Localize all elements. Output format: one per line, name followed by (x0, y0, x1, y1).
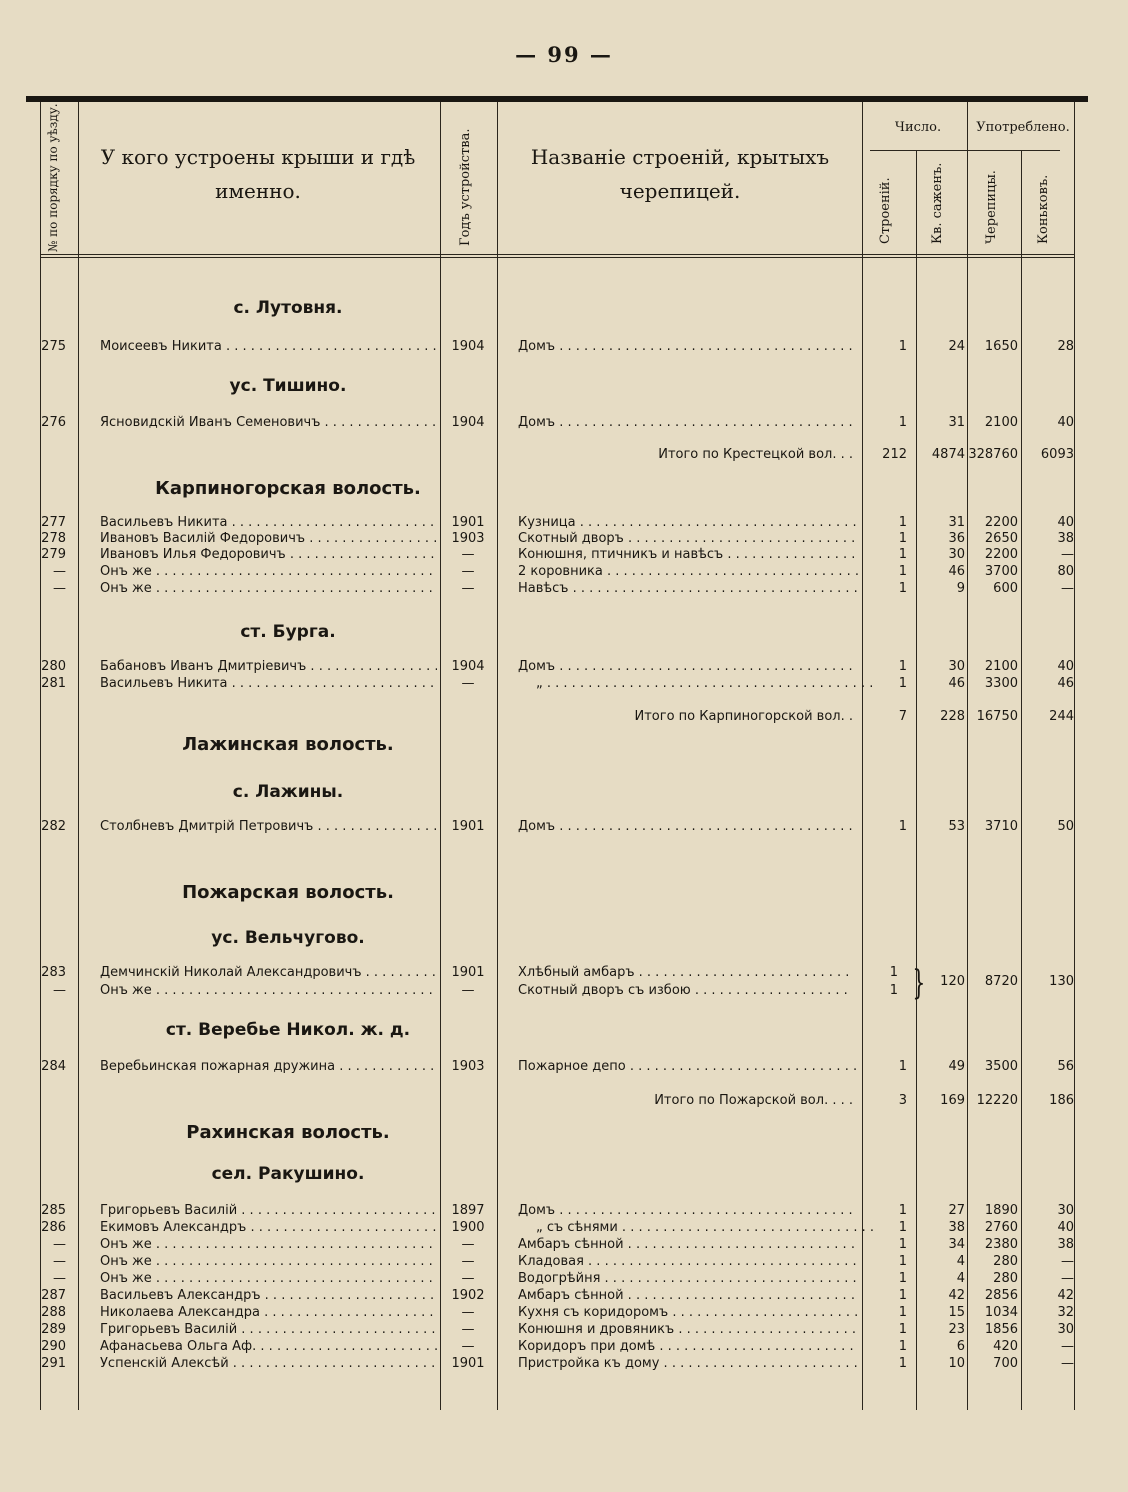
row-number: 286 (41, 1220, 66, 1235)
row-number: 290 (41, 1339, 66, 1354)
header-bottom-rule (40, 257, 1075, 258)
tiles: 420 (993, 1339, 1018, 1354)
total-count: 3 (898, 1093, 907, 1108)
section-title: с. Лутовня. (233, 298, 343, 318)
year: 1902 (451, 1288, 485, 1303)
year: 1903 (451, 531, 485, 546)
ridges: — (1061, 1271, 1074, 1286)
table-row (40, 1219, 1080, 1237)
section-title: ст. Веребье Никол. ж. д. (165, 1020, 411, 1040)
owner-name: Бабановъ Иванъ Дмитріевичъ . . . (100, 658, 437, 676)
table-row (40, 546, 1080, 564)
ridges: 50 (1057, 819, 1074, 834)
total-label: Итого по Карпиногорской вол. . (634, 709, 853, 724)
tiles: 1856 (984, 1322, 1018, 1337)
section-title: Пожарская волость. (182, 882, 394, 903)
tiles: 2200 (984, 547, 1018, 562)
column-header-buildings: Строеній. (878, 177, 893, 244)
table-row (40, 1236, 1080, 1254)
year: 1900 (451, 1220, 485, 1235)
tiles: 2100 (984, 415, 1018, 430)
ridges: 40 (1057, 659, 1074, 674)
section-title: Карпиногорская волость. (155, 478, 421, 499)
year: 1903 (451, 1059, 485, 1074)
row-number: 287 (41, 1288, 66, 1303)
header-subrule (870, 150, 1060, 151)
tiles: 3700 (984, 564, 1018, 579)
total-ridges: 6093 (1040, 447, 1074, 462)
area: 30 (948, 547, 965, 562)
column-header-building: Названіе строеній, крытыхъ черепицей. (530, 145, 830, 203)
ridges: 30 (1057, 1203, 1074, 1218)
column-header-number: № по порядку по уѣзду. (46, 103, 60, 252)
row-number: 280 (41, 659, 66, 674)
owner-name: Веребьинская пожарная дружина . . . (100, 1058, 437, 1076)
ridges: 30 (1057, 1322, 1074, 1337)
year: 1901 (451, 515, 485, 530)
total-area: 169 (940, 1093, 965, 1108)
building-count: 1 (898, 1356, 907, 1371)
total-label: Итого по Пожарской вол. . . . (654, 1093, 853, 1108)
owner-name: Демчинскій Николай Александровичъ . . . (100, 964, 437, 982)
row-number: 291 (41, 1356, 66, 1371)
ridges: — (1061, 1254, 1074, 1269)
ridges: 38 (1057, 1237, 1074, 1252)
header-bottom-rule (40, 254, 1075, 255)
section-title: ус. Вельчугово. (211, 928, 365, 948)
owner-name: Григорьевъ Василій . . . (100, 1321, 437, 1339)
total-tiles: 16750 (976, 709, 1018, 724)
year: — (461, 676, 475, 691)
year: — (461, 1339, 475, 1354)
total-ridges: 186 (1049, 1093, 1074, 1108)
table-row (40, 1304, 1080, 1322)
row-number: 288 (41, 1305, 66, 1320)
building-name: Пожарное депо . . . (518, 1058, 858, 1076)
column-header-tiles: Черепицы. (984, 170, 999, 244)
building-name: Домъ . . . (518, 818, 858, 836)
tiles: 2856 (984, 1288, 1018, 1303)
tiles: 700 (993, 1356, 1018, 1371)
table-row (40, 1202, 1080, 1220)
tiles: 2100 (984, 659, 1018, 674)
area: 34 (948, 1237, 965, 1252)
year: — (461, 983, 475, 998)
building-count: 1 (898, 1322, 907, 1337)
section-title: сел. Ракушино. (211, 1164, 365, 1184)
total-tiles: 328760 (968, 447, 1018, 462)
table-row (40, 1287, 1080, 1305)
building-count: 1 (898, 1271, 907, 1286)
owner-name: Николаева Александра . . . (100, 1304, 437, 1322)
section-title: Рахинская волость. (186, 1122, 390, 1143)
row-number: 285 (41, 1203, 66, 1218)
total-row (40, 446, 1080, 464)
row-number: 284 (41, 1059, 66, 1074)
area: 46 (948, 564, 965, 579)
area: 46 (948, 676, 965, 691)
total-tiles: 12220 (976, 1093, 1018, 1108)
building-count: 1 (889, 983, 898, 998)
area: 23 (948, 1322, 965, 1337)
table-row (40, 563, 1080, 581)
building-name: Домъ . . . (518, 658, 858, 676)
owner-name: Онъ же . . . (100, 1270, 437, 1288)
ridges: 38 (1057, 531, 1074, 546)
building-name: „ съ сѣнями . . . (518, 1219, 876, 1237)
building-count: 1 (898, 415, 907, 430)
total-area: 228 (940, 709, 965, 724)
column-header-area: Кв. саженъ. (930, 162, 945, 244)
ridges: 40 (1057, 515, 1074, 530)
building-name: Домъ . . . (518, 1202, 858, 1220)
ridges: 40 (1057, 415, 1074, 430)
tiles: 2200 (984, 515, 1018, 530)
tiles: 2380 (984, 1237, 1018, 1252)
row-number: 277 (41, 515, 66, 530)
row-number: 278 (41, 531, 66, 546)
owner-name: Моисеевъ Никита . . . (100, 338, 437, 356)
ridges: 28 (1057, 339, 1074, 354)
owner-name: Онъ же . . . (100, 1253, 437, 1271)
ridges: 42 (1057, 1288, 1074, 1303)
row-number: 281 (41, 676, 66, 691)
owner-name: Успенскій Алексѣй . . . (100, 1355, 437, 1373)
area: 36 (948, 531, 965, 546)
section-title: с. Лажины. (232, 782, 344, 802)
owner-name: Онъ же . . . (100, 1236, 437, 1254)
area: 53 (948, 819, 965, 834)
total-row (40, 1092, 1080, 1110)
year: — (461, 1237, 475, 1252)
area: 24 (948, 339, 965, 354)
owner-name: Афанасьева Ольга Аф. . . . (100, 1338, 437, 1356)
area: 31 (948, 415, 965, 430)
ridges: — (1061, 1339, 1074, 1354)
tiles: 600 (993, 581, 1018, 596)
building-name: Кладовая . . . (518, 1253, 858, 1271)
building-count: 1 (898, 1237, 907, 1252)
total-ridges: 244 (1049, 709, 1074, 724)
building-count: 1 (898, 515, 907, 530)
table-row (40, 1058, 1080, 1076)
building-name: Домъ . . . (518, 338, 858, 356)
table-row (40, 338, 1080, 356)
column-header-ridges: Коньковъ. (1036, 174, 1051, 244)
tiles: 280 (993, 1271, 1018, 1286)
row-number: 282 (41, 819, 66, 834)
area: 4 (956, 1254, 965, 1269)
area: 4 (956, 1271, 965, 1286)
top-rule (26, 96, 1088, 102)
ridges: 32 (1057, 1305, 1074, 1320)
area: 42 (948, 1288, 965, 1303)
page-number: — 99 — (515, 42, 613, 67)
year: — (461, 581, 475, 596)
owner-name: Екимовъ Александръ . . . (100, 1219, 437, 1237)
tiles: 3300 (984, 676, 1018, 691)
owner-name: Столбневъ Дмитрій Петровичъ . . . (100, 818, 437, 836)
section-title: ст. Бурга. (240, 622, 336, 642)
building-count: 1 (898, 1059, 907, 1074)
building-name: 2 коровника . . . (518, 563, 858, 581)
building-count: 1 (898, 581, 907, 596)
building-name: Амбаръ сѣнной . . . (518, 1236, 858, 1254)
building-name: Конюшня, птичникъ и навѣсъ . . . (518, 546, 858, 564)
owner-name: Ясновидскій Иванъ Семеновичъ . . . (100, 414, 437, 432)
table-row (40, 1270, 1080, 1288)
ridges: 80 (1057, 564, 1074, 579)
building-name: Хлѣбный амбаръ . . . (518, 964, 848, 982)
row-number: — (53, 1237, 66, 1252)
area: 15 (948, 1305, 965, 1320)
total-label: Итого по Крестецкой вол. . . (658, 447, 853, 462)
row-number: 279 (41, 547, 66, 562)
year: — (461, 1271, 475, 1286)
building-name: Кухня съ коридоромъ . . . (518, 1304, 858, 1322)
tiles: 1650 (984, 339, 1018, 354)
building-count: 1 (898, 1254, 907, 1269)
area: 31 (948, 515, 965, 530)
owner-name: Васильевъ Никита . . . (100, 514, 437, 532)
row-number: 289 (41, 1322, 66, 1337)
area: 38 (948, 1220, 965, 1235)
building-name: „ . . . (518, 675, 876, 693)
row-number: — (53, 564, 66, 579)
table-row (40, 1355, 1080, 1373)
year: — (461, 564, 475, 579)
owner-name: Онъ же . . . (100, 982, 437, 1000)
row-number: — (53, 983, 66, 998)
group-header-used: Употреблено. (976, 120, 1070, 135)
total-count: 212 (882, 447, 907, 462)
building-count: 1 (898, 659, 907, 674)
ridges: 56 (1057, 1059, 1074, 1074)
section-title: ус. Тишино. (229, 376, 347, 396)
area: 9 (956, 581, 965, 596)
building-count: 1 (898, 1220, 907, 1235)
ridges: 46 (1057, 676, 1074, 691)
owner-name: Онъ же . . . (100, 580, 437, 598)
table-row (40, 414, 1080, 432)
building-name: Конюшня и дровяникъ . . . (518, 1321, 858, 1339)
row-number: 275 (41, 339, 66, 354)
brace-symbol: } (912, 963, 926, 1003)
table-row (40, 658, 1080, 676)
building-name: Коридоръ при домѣ . . . (518, 1338, 858, 1356)
table-row (40, 580, 1080, 598)
row-number: 276 (41, 415, 66, 430)
table-row (40, 1253, 1080, 1271)
building-name: Навѣсъ . . . (518, 580, 858, 598)
tiles: 8720 (984, 974, 1018, 989)
year: — (461, 1322, 475, 1337)
column-header-year: Годъ устройства. (458, 128, 473, 246)
building-count: 1 (898, 1305, 907, 1320)
building-count: 1 (898, 531, 907, 546)
building-name: Пристройка къ дому . . . (518, 1355, 858, 1373)
total-area: 4874 (931, 447, 965, 462)
year: 1901 (451, 965, 485, 980)
table-row (40, 1321, 1080, 1339)
area: 120 (940, 974, 965, 989)
owner-name: Васильевъ Никита . . . (100, 675, 437, 693)
ridges: — (1061, 581, 1074, 596)
total-count: 7 (898, 709, 907, 724)
owner-name: Ивановъ Илья Федоровичъ . . . (100, 546, 437, 564)
year: 1904 (451, 339, 485, 354)
year: — (461, 1254, 475, 1269)
building-name: Скотный дворъ съ избою . . . (518, 982, 848, 1000)
table-row (40, 1338, 1080, 1356)
ridges: — (1061, 547, 1074, 562)
tiles: 3500 (984, 1059, 1018, 1074)
building-count: 1 (898, 547, 907, 562)
row-number: 283 (41, 965, 66, 980)
year: 1897 (451, 1203, 485, 1218)
owner-name: Васильевъ Александръ . . . (100, 1287, 437, 1305)
building-name: Кузница . . . (518, 514, 858, 532)
building-count: 1 (898, 1288, 907, 1303)
owner-name: Григорьевъ Василій . . . (100, 1202, 437, 1220)
building-count: 1 (898, 339, 907, 354)
row-number: — (53, 1271, 66, 1286)
tiles: 280 (993, 1254, 1018, 1269)
tiles: 2650 (984, 531, 1018, 546)
tiles: 2760 (984, 1220, 1018, 1235)
owner-name: Ивановъ Василій Федоровичъ . . . (100, 530, 437, 548)
column-header-owner: У кого устроены крыши и гдѣ именно. (100, 145, 416, 203)
tiles: 1034 (984, 1305, 1018, 1320)
table-row (40, 818, 1080, 836)
tiles: 3710 (984, 819, 1018, 834)
row-number: — (53, 1254, 66, 1269)
year: 1901 (451, 819, 485, 834)
section-title: Лажинская волость. (182, 734, 394, 755)
total-row (40, 708, 1080, 726)
group-header-number: Число. (894, 120, 942, 135)
owner-name: Онъ же . . . (100, 563, 437, 581)
year: 1901 (451, 1356, 485, 1371)
building-count: 1 (889, 965, 898, 980)
ridges: 130 (1049, 974, 1074, 989)
year: — (461, 547, 475, 562)
ridges: — (1061, 1356, 1074, 1371)
year: — (461, 1305, 475, 1320)
area: 10 (948, 1356, 965, 1371)
table-row (40, 675, 1080, 693)
building-name: Скотный дворъ . . . (518, 530, 858, 548)
tiles: 1890 (984, 1203, 1018, 1218)
building-name: Амбаръ сѣнной . . . (518, 1287, 858, 1305)
row-number: — (53, 581, 66, 596)
area: 30 (948, 659, 965, 674)
building-count: 1 (898, 819, 907, 834)
building-name: Домъ . . . (518, 414, 858, 432)
building-count: 1 (898, 676, 907, 691)
area: 6 (956, 1339, 965, 1354)
area: 27 (948, 1203, 965, 1218)
building-count: 1 (898, 564, 907, 579)
building-count: 1 (898, 1203, 907, 1218)
year: 1904 (451, 659, 485, 674)
building-count: 1 (898, 1339, 907, 1354)
ridges: 40 (1057, 1220, 1074, 1235)
area: 49 (948, 1059, 965, 1074)
year: 1904 (451, 415, 485, 430)
building-name: Водогрѣйня . . . (518, 1270, 858, 1288)
